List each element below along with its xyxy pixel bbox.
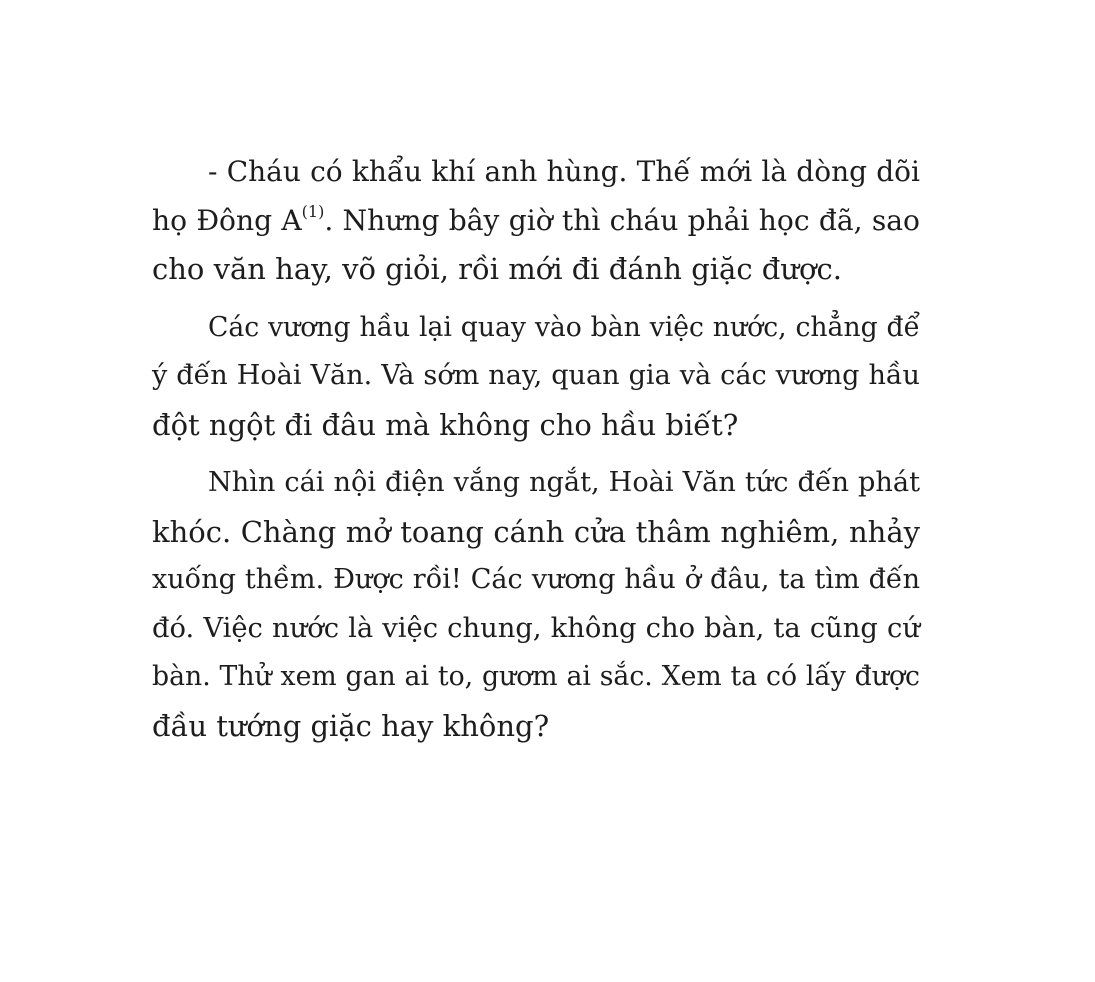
text-line: ý đến Hoài Văn. Và sớm nay, quan gia và các vương hầu (152, 360, 920, 391)
paragraph-3 (152, 459, 920, 750)
text-line: - Cháu có khẩu khí anh hùng. Thế mới là dòng dõi (208, 155, 920, 188)
footnote-marker[interactable]: (1) (301, 201, 325, 221)
text-line: đó. Việc nước là việc chung, không cho bàn, ta cũng cứ (152, 612, 920, 644)
text-line: bàn. Thử xem gan ai to, gươm ai sắc. Xem ta có lấy được (152, 661, 920, 692)
text-line-segment: . Nhưng bây giờ thì cháu phải học đã, sao (324, 203, 920, 237)
text-line: đầu tướng giặc hay không? (152, 708, 550, 743)
text-line: Các vương hầu lại quay vào bàn việc nước, chẳng để (208, 311, 920, 343)
body-text (152, 148, 920, 760)
paragraph-1 (152, 148, 920, 294)
text-line: Nhìn cái nội điện vắng ngắt, Hoài Văn tức đến phát (208, 467, 920, 498)
text-line: xuống thềm. Được rồi! Các vương hầu ở đâu, ta tìm đến (152, 564, 920, 595)
text-line: khóc. Chàng mở toang cánh cửa thâm nghiêm, nhảy (152, 514, 920, 549)
text-line-segment: họ Đông A (152, 203, 302, 237)
text-line (152, 197, 920, 246)
text-line: cho văn hay, võ giỏi, rồi mới đi đánh giặc được. (152, 252, 842, 286)
text-line: đột ngột đi đâu mà không cho hầu biết? (152, 407, 739, 442)
paragraph-2 (152, 304, 920, 450)
